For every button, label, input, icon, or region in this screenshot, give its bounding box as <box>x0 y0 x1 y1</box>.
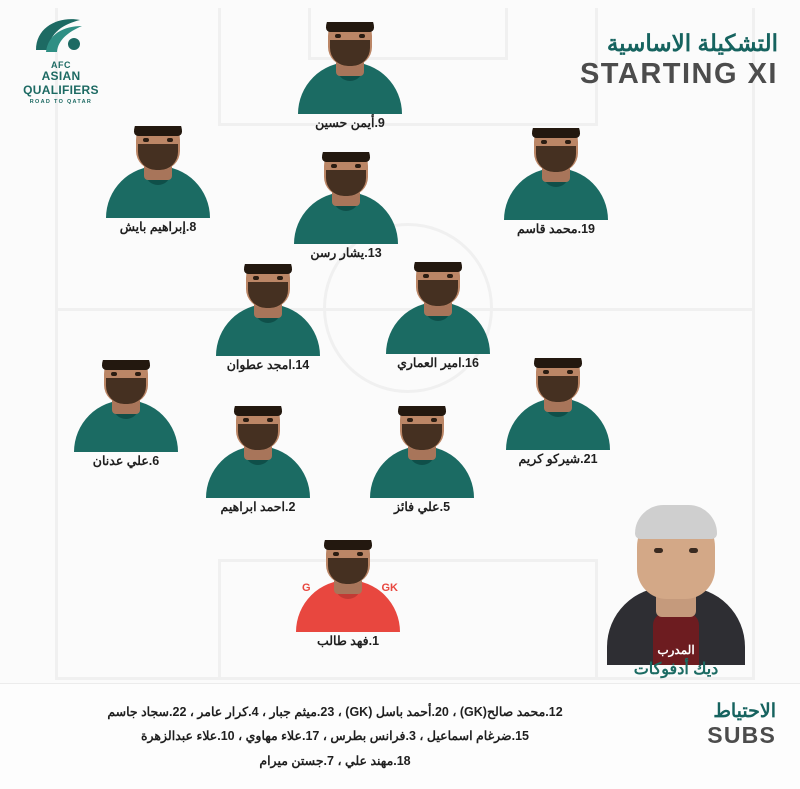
player-name: 13.يشار رسن <box>310 246 382 260</box>
afc-logo-icon <box>18 14 104 58</box>
player-card[interactable] <box>198 406 318 514</box>
afc-logo-line4: ROAD TO QATAR <box>29 98 93 105</box>
coach-portrait <box>601 495 751 665</box>
subs-title-english: SUBS <box>707 721 776 748</box>
title-arabic: التشكيلة الاساسية <box>606 30 778 56</box>
player-name: 14.امجد عطوان <box>226 358 310 372</box>
player-name: 9.أيمن حسين <box>315 116 385 130</box>
player-card[interactable] <box>208 264 328 372</box>
coach-card[interactable] <box>586 495 766 679</box>
subs-title-arabic: الاحتياط <box>713 701 776 722</box>
player-card[interactable] <box>66 360 186 468</box>
coach-name: ديك أدفوكات <box>633 661 719 678</box>
player-name: 2.احمد ابراهيم <box>220 500 296 514</box>
player-portrait <box>296 540 400 632</box>
subs-line: 12.محمد صالح(GK) ، 20.أحمد باسل (GK) ، 23.ميثم جبار ، 4.كرار عامر ، 22.سجاد جاسم <box>107 705 563 719</box>
gk-badge-left: G <box>302 582 311 594</box>
player-portrait <box>216 264 320 356</box>
player-card[interactable] <box>362 406 482 514</box>
subs-section <box>0 683 800 789</box>
player-card[interactable] <box>496 128 616 236</box>
player-name: 16.امير العماري <box>397 356 479 370</box>
player-portrait <box>370 406 474 498</box>
player-portrait <box>294 152 398 244</box>
subs-list <box>20 700 650 773</box>
player-name: 8.إبراهيم بايش <box>119 220 197 234</box>
player-portrait <box>386 262 490 354</box>
player-name: 19.محمد قاسم <box>517 222 595 236</box>
subs-title <box>707 702 776 748</box>
player-card-goalkeeper[interactable] <box>288 540 408 648</box>
afc-logo-line1: AFC <box>51 60 71 70</box>
afc-logo <box>18 14 104 105</box>
player-portrait <box>206 406 310 498</box>
player-portrait <box>74 360 178 452</box>
player-card[interactable] <box>98 126 218 234</box>
player-card[interactable] <box>290 22 410 130</box>
subs-line: 18.مهند علي ، 7.جستن ميرام <box>259 753 411 768</box>
page-title <box>580 30 778 92</box>
subs-line: 15.ضرغام اسماعيل ، 3.فرانس بطرس ، 17.علاء مهاوي ، 10.علاء عبدالزهرة <box>140 729 529 744</box>
player-portrait <box>298 22 402 114</box>
player-card[interactable] <box>286 152 406 260</box>
coach-role-label: المدرب <box>657 643 695 657</box>
gk-badge-right: GK <box>381 582 398 594</box>
player-name: 1.فهد طالب <box>316 634 380 648</box>
player-portrait <box>106 126 210 218</box>
player-name: 21.شيركو كريم <box>518 452 598 466</box>
afc-logo-line2: ASIAN <box>41 69 81 84</box>
player-card[interactable] <box>378 262 498 370</box>
player-card[interactable] <box>498 358 618 466</box>
player-portrait <box>506 358 610 450</box>
player-portrait <box>504 128 608 220</box>
player-name: 6.علي عدنان <box>92 454 160 468</box>
afc-logo-line3: QUALIFIERS <box>23 82 99 97</box>
title-english: STARTING XI <box>579 58 778 91</box>
player-name: 5.علي فائز <box>393 500 451 514</box>
